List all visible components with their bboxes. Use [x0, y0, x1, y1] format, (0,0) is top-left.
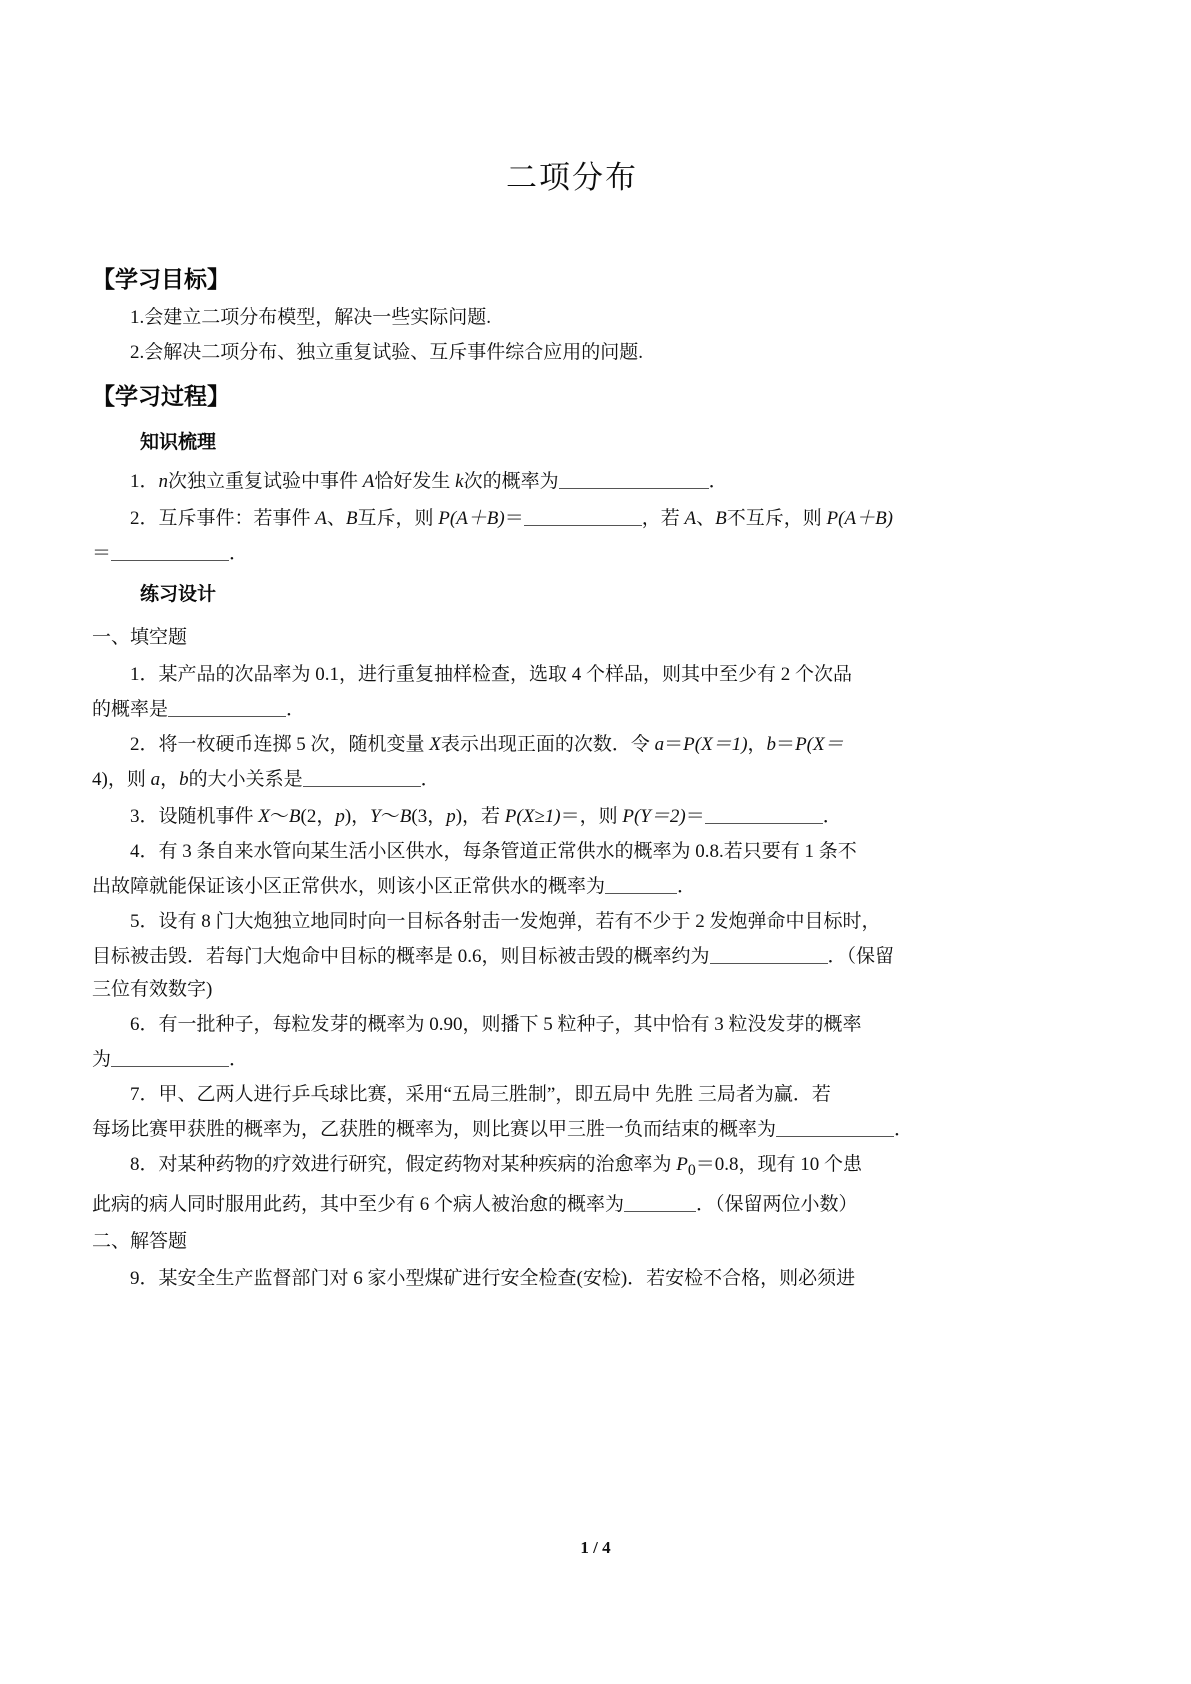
part-heading-solution: 二、解答题 — [92, 1231, 188, 1253]
func-P: P — [504, 806, 517, 828]
knowledge-item-2-mid3: 不互斥，则 — [726, 508, 827, 530]
question-5-line-2-end: ．（保留 — [827, 946, 895, 968]
document-content — [92, 0, 1052, 1288]
answer-blank[interactable] — [111, 1048, 229, 1067]
question-8-post: ＝0.8，现有 10 个患 — [695, 1154, 863, 1176]
period: ． — [286, 699, 306, 721]
part-heading-fill-blank: 一、填空题 — [92, 627, 188, 649]
answer-blank[interactable] — [111, 542, 229, 561]
answer-blank[interactable] — [624, 1193, 696, 1212]
question-2-line-2-mid: 的大小关系是 — [188, 769, 303, 791]
tilde: ～ — [269, 806, 289, 828]
period: ． — [229, 1049, 249, 1071]
var-Y: Y — [370, 806, 381, 828]
dist-B: B — [399, 806, 412, 828]
var-B: B — [715, 508, 727, 530]
answer-blank[interactable] — [524, 507, 642, 526]
question-6-line-1: 6．有一批种子，每粒发芽的概率为 0.90，则播下 5 粒种子，其中恰有 3 粒没发芽的概率 — [130, 1014, 862, 1036]
answer-blank[interactable] — [168, 698, 286, 717]
func-P: P — [683, 734, 695, 756]
period: ． — [822, 806, 842, 828]
func-P: P — [826, 508, 839, 530]
tilde: ～ — [380, 806, 400, 828]
question-4-line-2 — [92, 875, 1052, 896]
question-8-prefix: 8．对某种药物的疗效进行研究，假定药物对某种疾病的治愈率为 — [130, 1154, 677, 1176]
knowledge-item-1-mid2: 恰好发生 — [374, 471, 456, 493]
answer-blank[interactable] — [605, 875, 677, 894]
period: ． — [677, 876, 697, 898]
page-title: 二项分布 — [506, 160, 638, 196]
arg-open: (3， — [411, 806, 447, 828]
var-p: p — [335, 806, 345, 828]
question-2-mid: 表示出现正面的次数．令 — [440, 734, 655, 756]
knowledge-item-1-prefix: 1． — [130, 471, 159, 493]
expr-x-eq-1: (X＝1) — [694, 734, 748, 756]
arg-close: ) — [455, 806, 463, 828]
question-2-prefix: 2．将一枚硬币连掷 5 次，随机变量 — [130, 734, 430, 756]
comma: ， — [747, 734, 767, 756]
expr-a-plus-b: (A＋B) — [838, 508, 894, 530]
var-p: p — [446, 806, 456, 828]
equals-then: ＝，则 — [560, 806, 623, 828]
arg-open: (2， — [300, 806, 336, 828]
arg-close: ) — [344, 806, 352, 828]
knowledge-item-2-end: ． — [229, 543, 249, 565]
equals: ＝ — [504, 508, 524, 530]
knowledge-item-2 — [92, 507, 1052, 528]
var-n: n — [158, 471, 169, 493]
question-8-line-2-end: ．（保留两位小数） — [696, 1194, 858, 1216]
section-heading-objectives: 【学习目标】 — [92, 266, 230, 293]
knowledge-item-2-mid2: ，若 — [641, 508, 685, 530]
question-9-line-1: 9．某安全生产监督部门对 6 家小型煤矿进行安全检查(安检)．若安检不合格，则必须进 — [130, 1268, 856, 1290]
knowledge-item-2-cont — [92, 542, 1052, 563]
question-3-prefix: 3．设随机事件 — [130, 806, 259, 828]
page-footer: 1 / 4 — [580, 1538, 611, 1557]
func-P: P — [438, 508, 450, 530]
comma: ， — [351, 806, 371, 828]
knowledge-item-1-mid1: 次独立重复试验中事件 — [168, 471, 363, 493]
question-4-line-1: 4．有 3 条自来水管向某生活小区供水，每条管道正常供水的概率为 0.8.若只要有 1 条不 — [130, 841, 857, 863]
equals: ＝ — [685, 806, 705, 828]
var-X: X — [258, 806, 270, 828]
dist-B: B — [288, 806, 301, 828]
question-2-line-2-prefix: 4)，则 — [92, 769, 151, 791]
question-2-line-2 — [92, 768, 1052, 789]
question-4-line-2-text: 出故障就能保证该小区正常供水，则该小区正常供水的概率为 — [92, 876, 606, 898]
var-A: A — [684, 508, 697, 530]
equals: ＝ — [664, 734, 684, 756]
var-b: b — [766, 734, 777, 756]
comma: ， — [160, 769, 180, 791]
answer-blank[interactable] — [303, 768, 421, 787]
var-X: X — [429, 734, 441, 756]
knowledge-item-2-prefix: 2．互斥事件：若事件 — [130, 508, 316, 530]
question-7-line-2-text: 每场比赛甲获胜的概率为，乙获胜的概率为，则比赛以甲三胜一负而结束的概率为 — [92, 1119, 777, 1141]
func-P: P — [795, 734, 807, 756]
answer-blank[interactable] — [776, 1118, 894, 1137]
period: ． — [420, 769, 440, 791]
var-a: a — [150, 769, 161, 791]
question-5-line-1: 5．设有 8 门大炮独立地同时向一目标各射击一发炮弹，若有不少于 2 发炮弹命中目标时， — [130, 911, 881, 933]
knowledge-item-2-mid1: 互斥，则 — [357, 508, 439, 530]
question-3-mid: ，若 — [462, 806, 505, 828]
expr-x-eq-partial: (X＝ — [806, 734, 844, 756]
period: ． — [894, 1119, 914, 1141]
objective-item-2: 2.会解决二项分布、独立重复试验、互斥事件综合应用的问题. — [130, 342, 644, 363]
section-heading-process: 【学习过程】 — [92, 383, 230, 410]
var-a: a — [654, 734, 665, 756]
var-A: A — [362, 471, 375, 493]
equals: ＝ — [776, 734, 796, 756]
question-5-line-3: 三位有效数字) — [92, 979, 213, 1001]
expr-x-ge-1: (X≥1) — [516, 806, 561, 828]
question-5-line-2-text: 目标被击毁．若每门大炮命中目标的概率是 0.6，则目标被击毁的概率约为 — [92, 946, 710, 968]
answer-blank[interactable] — [705, 805, 823, 824]
answer-blank[interactable] — [559, 470, 709, 489]
question-6-line-2 — [92, 1048, 1052, 1069]
equals: ＝ — [92, 543, 112, 565]
var-b: b — [179, 769, 189, 791]
question-5-line-2 — [92, 945, 1052, 966]
question-1-line-1: 1．某产品的次品率为 0.1，进行重复抽样检查，选取 4 个样品，则其中至少有 2 个次品 — [130, 664, 853, 686]
knowledge-item-1 — [92, 470, 1052, 491]
var-A: A — [315, 508, 327, 530]
sep: 、 — [696, 508, 716, 530]
knowledge-item-1-mid3: 次的概率为 — [463, 471, 559, 493]
question-2-line-1 — [92, 735, 1052, 754]
knowledge-item-1-end: ． — [708, 471, 728, 493]
question-7-line-1: 7．甲、乙两人进行乒乓球比赛，采用“五局三胜制”，即五局中 先胜 三局者为赢．若 — [130, 1084, 831, 1106]
question-8-line-2-text: 此病的病人同时服用此药，其中至少有 6 个病人被治愈的概率为 — [92, 1194, 625, 1216]
var-P0: P — [676, 1154, 688, 1176]
answer-blank[interactable] — [710, 945, 828, 964]
subheading-knowledge-review: 知识梳理 — [140, 431, 217, 453]
question-8-line-2 — [92, 1193, 1052, 1214]
var-k: k — [455, 471, 464, 493]
question-7-line-2 — [92, 1118, 1052, 1139]
subscript-0: 0 — [687, 1162, 696, 1180]
question-6-line-2-text: 为 — [92, 1049, 112, 1071]
sep: 、 — [326, 508, 346, 530]
expr-a-plus-b: (A＋B) — [449, 508, 505, 530]
func-P: P — [622, 806, 634, 828]
question-1-line-2-text: 的概率是 — [92, 699, 169, 721]
question-8-line-1 — [92, 1155, 1052, 1179]
expr-y-eq-2: (Y＝2) — [633, 806, 686, 828]
question-1-line-2 — [92, 698, 1052, 719]
subheading-exercise-design: 练习设计 — [140, 583, 217, 606]
var-B: B — [345, 508, 358, 530]
question-3 — [92, 805, 1052, 826]
objective-item-1: 1.会建立二项分布模型，解决一些实际问题. — [130, 307, 492, 328]
